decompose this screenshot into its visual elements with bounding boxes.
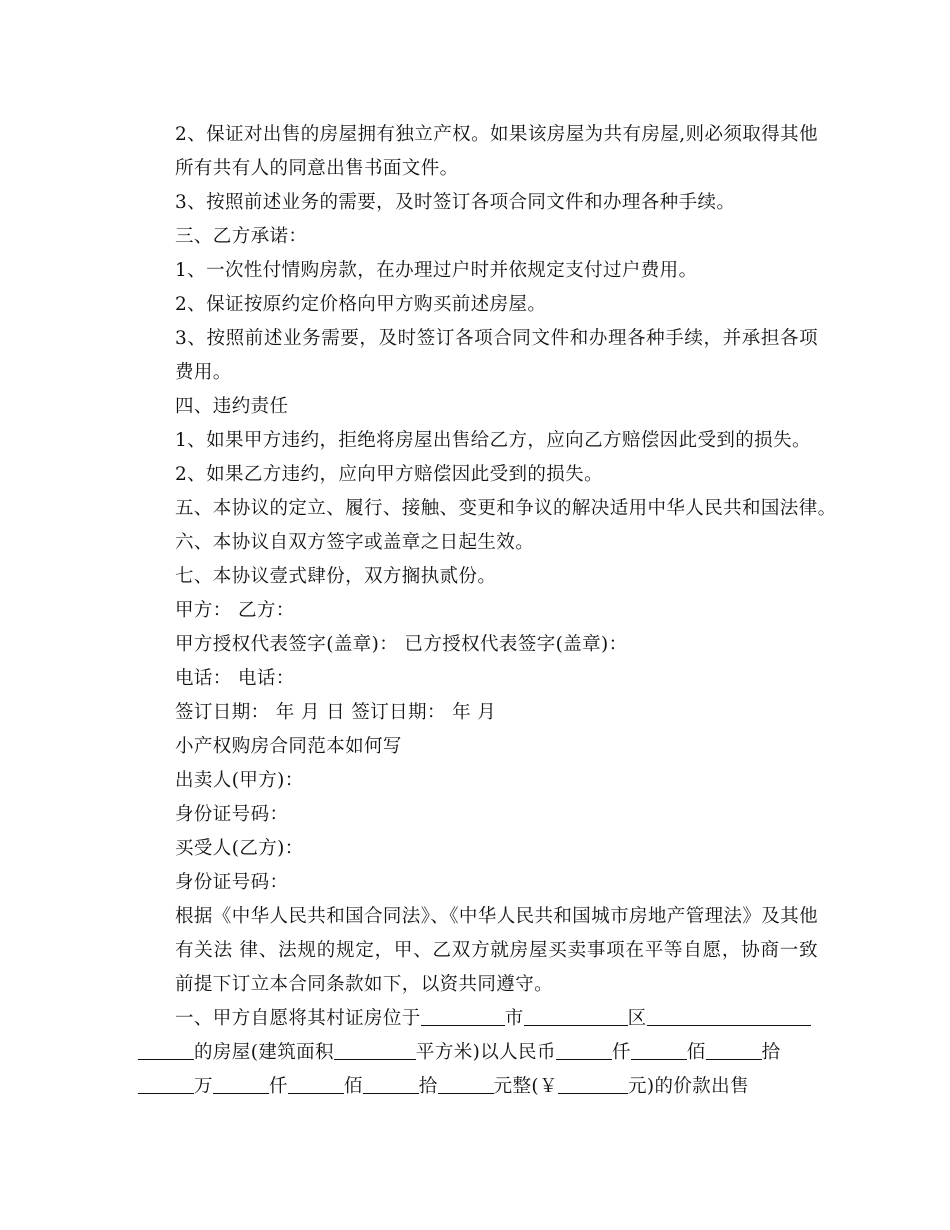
section-heading: 四、违约责任 — [175, 396, 289, 417]
blank-field — [288, 1075, 344, 1094]
blank-field — [524, 1007, 628, 1026]
clause-text: 万 — [194, 1076, 213, 1097]
clause-text: 市 — [504, 1008, 524, 1029]
blank-field — [438, 1075, 494, 1094]
paragraph: 3、按照前述业务的需要，及时签订各项合同文件和办理各种手续。 — [175, 192, 736, 213]
paragraph: 根据《中华人民共和国合同法》、《中华人民共和国城市房地产管理法》及其他有关法 律、法规的规定，甲、乙双方就房屋买卖事项在平等自愿，协商一致前提下订立本合同条款如下，以资共同遵守。 — [175, 906, 819, 995]
clause-text: 佰 — [343, 1076, 363, 1097]
document-title: 小产权购房合同范本如何写 — [175, 736, 402, 757]
blank-field — [706, 1041, 762, 1060]
buyer-field: 买受人(乙方)： — [175, 838, 304, 859]
signature-line: 甲方授权代表签字(盖章)： 已方授权代表签字(盖章)： — [175, 634, 628, 655]
clause-text: 佰 — [686, 1042, 706, 1063]
blank-field — [213, 1075, 269, 1094]
clause-text: 仟 — [268, 1076, 288, 1097]
section-heading: 三、乙方承诺： — [175, 226, 308, 247]
paragraph: 六、本协议自双方签字或盖章之日起生效。 — [175, 532, 535, 553]
blank-field — [631, 1041, 687, 1060]
buyer-id-field: 身份证号码： — [175, 872, 289, 893]
paragraph: 2、保证按原约定价格向甲方购买前述房屋。 — [175, 294, 547, 315]
blank-field — [556, 1041, 612, 1060]
blank-field — [334, 1041, 416, 1060]
paragraph: 3、按照前述业务需要，及时签订各项合同文件和办理各种手续，并承担各项费用。 — [175, 328, 818, 383]
blank-field — [138, 1075, 194, 1094]
clause-text: 元)的价款出售 — [627, 1076, 749, 1097]
phone-line: 电话： 电话： — [175, 668, 295, 689]
clause-line — [138, 1070, 818, 1104]
paragraph: 1、如果甲方违约，拒绝将房屋出售给乙方，应向乙方赔偿因此受到的损失。 — [175, 430, 811, 451]
seller-id-field: 身份证号码： — [175, 804, 289, 825]
clause-text: 拾 — [418, 1076, 438, 1097]
blank-field — [363, 1075, 419, 1094]
date-line: 签订日期： 年 月 日 签订日期： 年 月 — [175, 702, 497, 723]
clause-line — [138, 1036, 818, 1070]
blank-field — [558, 1075, 628, 1094]
clause-text: 平方米)以人民币 — [415, 1042, 556, 1063]
seller-field: 出卖人(甲方)： — [175, 770, 304, 791]
clause-one — [138, 1002, 818, 1104]
clause-text: 的房屋(建筑面积 — [194, 1042, 334, 1063]
clause-text: 仟 — [611, 1042, 631, 1063]
paragraph: 五、本协议的定立、履行、接触、变更和争议的解决适用中华人民共和国法律。 — [175, 498, 837, 519]
signature-line: 甲方： 乙方： — [175, 600, 295, 621]
clause-text: 一、甲方自愿将其村证房位于 — [175, 1008, 421, 1029]
contract-page — [138, 118, 837, 1104]
paragraph: 七、本协议壹式肆份，双方搁执贰份。 — [175, 566, 497, 587]
clause-text: 区 — [627, 1008, 647, 1029]
clause-text: 拾 — [761, 1042, 781, 1063]
blank-field — [421, 1007, 505, 1026]
blank-field — [138, 1041, 194, 1060]
paragraph: 1、一次性付情购房款，在办理过户时并依规定支付过户费用。 — [175, 260, 698, 281]
paragraph: 2、保证对出售的房屋拥有独立产权。如果该房屋为共有房屋,则必须取得其他所有共有人的同意出售书面文件。 — [175, 124, 818, 179]
paragraph: 2、如果乙方违约，应向甲方赔偿因此受到的损失。 — [175, 464, 603, 485]
clause-text: 元整(￥ — [493, 1076, 558, 1097]
clause-line — [138, 1002, 818, 1036]
blank-field — [647, 1007, 811, 1026]
